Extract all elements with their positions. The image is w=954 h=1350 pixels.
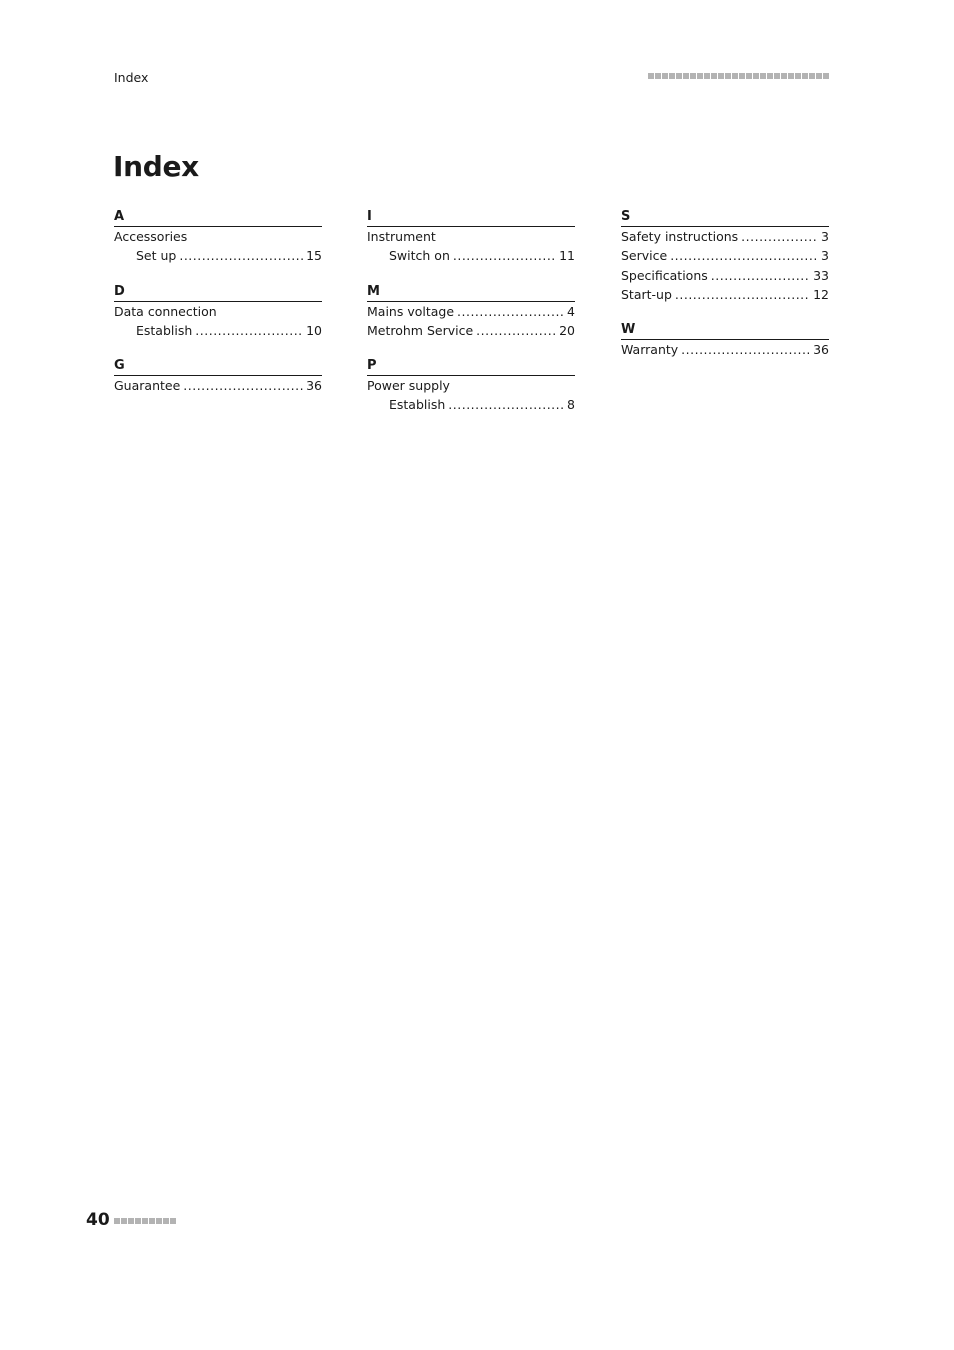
index-letter: A: [114, 209, 322, 227]
index-entry[interactable]: [114, 302, 322, 321]
index-subentry[interactable]: [367, 395, 575, 414]
leader-dots: [183, 376, 303, 395]
index-page: 33: [813, 267, 829, 283]
index-page: 12: [813, 286, 829, 302]
index-entry[interactable]: [367, 227, 575, 246]
index-entry[interactable]: [621, 285, 829, 304]
index-term: Establish: [389, 397, 446, 413]
index-term: Instrument: [367, 229, 436, 244]
page-number: 40: [86, 1210, 110, 1230]
index-page: 10: [306, 322, 322, 338]
index-letter: M: [367, 284, 575, 302]
leader-dots: [681, 340, 810, 359]
index-term: Power supply: [367, 378, 450, 394]
footer-decoration: [114, 1218, 176, 1224]
index-term: Switch on: [389, 248, 450, 264]
leader-dots: [670, 246, 818, 265]
index-letter: I: [367, 209, 575, 227]
index-group: [621, 322, 829, 359]
index-letter: W: [621, 322, 829, 340]
index-entry[interactable]: [621, 246, 829, 265]
index-group: [367, 358, 575, 415]
index-term: Specifications: [621, 267, 708, 283]
index-letter: S: [621, 209, 829, 227]
index-column: [367, 209, 575, 433]
index-group: [114, 209, 322, 266]
leader-dots: [448, 395, 564, 414]
index-page: 4: [567, 303, 575, 319]
index-entry[interactable]: [621, 266, 829, 285]
index-page: 3: [821, 248, 829, 264]
index-page: 8: [567, 397, 575, 413]
header-decoration: [648, 73, 829, 79]
running-header-title: Index: [114, 70, 149, 85]
index-page: 20: [559, 322, 575, 338]
leader-dots: [476, 321, 556, 340]
index-term: Metrohm Service: [367, 322, 474, 338]
index-group: [114, 358, 322, 395]
index-term: Service: [621, 248, 668, 264]
index-group: [114, 284, 322, 341]
index-letter: G: [114, 358, 322, 376]
index-entry[interactable]: [114, 227, 322, 246]
index-term: Set up: [136, 248, 177, 264]
index-column: [114, 209, 322, 413]
index-term: Data connection: [114, 303, 217, 319]
index-entry[interactable]: [367, 376, 575, 395]
index-page: 36: [306, 378, 322, 394]
leader-dots: [675, 285, 810, 304]
index-entry[interactable]: [367, 321, 575, 340]
index-letter: P: [367, 358, 575, 376]
index-page: 11: [559, 248, 575, 264]
index-subentry[interactable]: [367, 246, 575, 265]
index-entry[interactable]: [367, 302, 575, 321]
index-entry[interactable]: [621, 340, 829, 359]
leader-dots: [179, 246, 303, 265]
index-subentry[interactable]: [114, 321, 322, 340]
index-entry[interactable]: [114, 376, 322, 395]
index-term: Guarantee: [114, 378, 181, 394]
leader-dots: [453, 246, 556, 265]
index-letter: D: [114, 284, 322, 302]
index-group: [621, 209, 829, 304]
index-term: Safety instructions: [621, 229, 739, 244]
index-entry[interactable]: [621, 227, 829, 246]
index-page: 3: [821, 229, 829, 244]
index-term: Establish: [136, 322, 193, 338]
index-page: 15: [306, 248, 322, 264]
index-term: Accessories: [114, 229, 188, 244]
index-group: [367, 284, 575, 341]
index-page: 36: [813, 342, 829, 358]
index-column: [621, 209, 829, 377]
leader-dots: [741, 227, 818, 246]
index-term: Warranty: [621, 342, 679, 358]
leader-dots: [457, 302, 564, 321]
index-subentry[interactable]: [114, 246, 322, 265]
page-title: Index: [113, 150, 199, 183]
index-group: [367, 209, 575, 266]
leader-dots: [711, 266, 810, 285]
leader-dots: [195, 321, 303, 340]
index-term: Mains voltage: [367, 303, 455, 319]
index-term: Start-up: [621, 286, 672, 302]
